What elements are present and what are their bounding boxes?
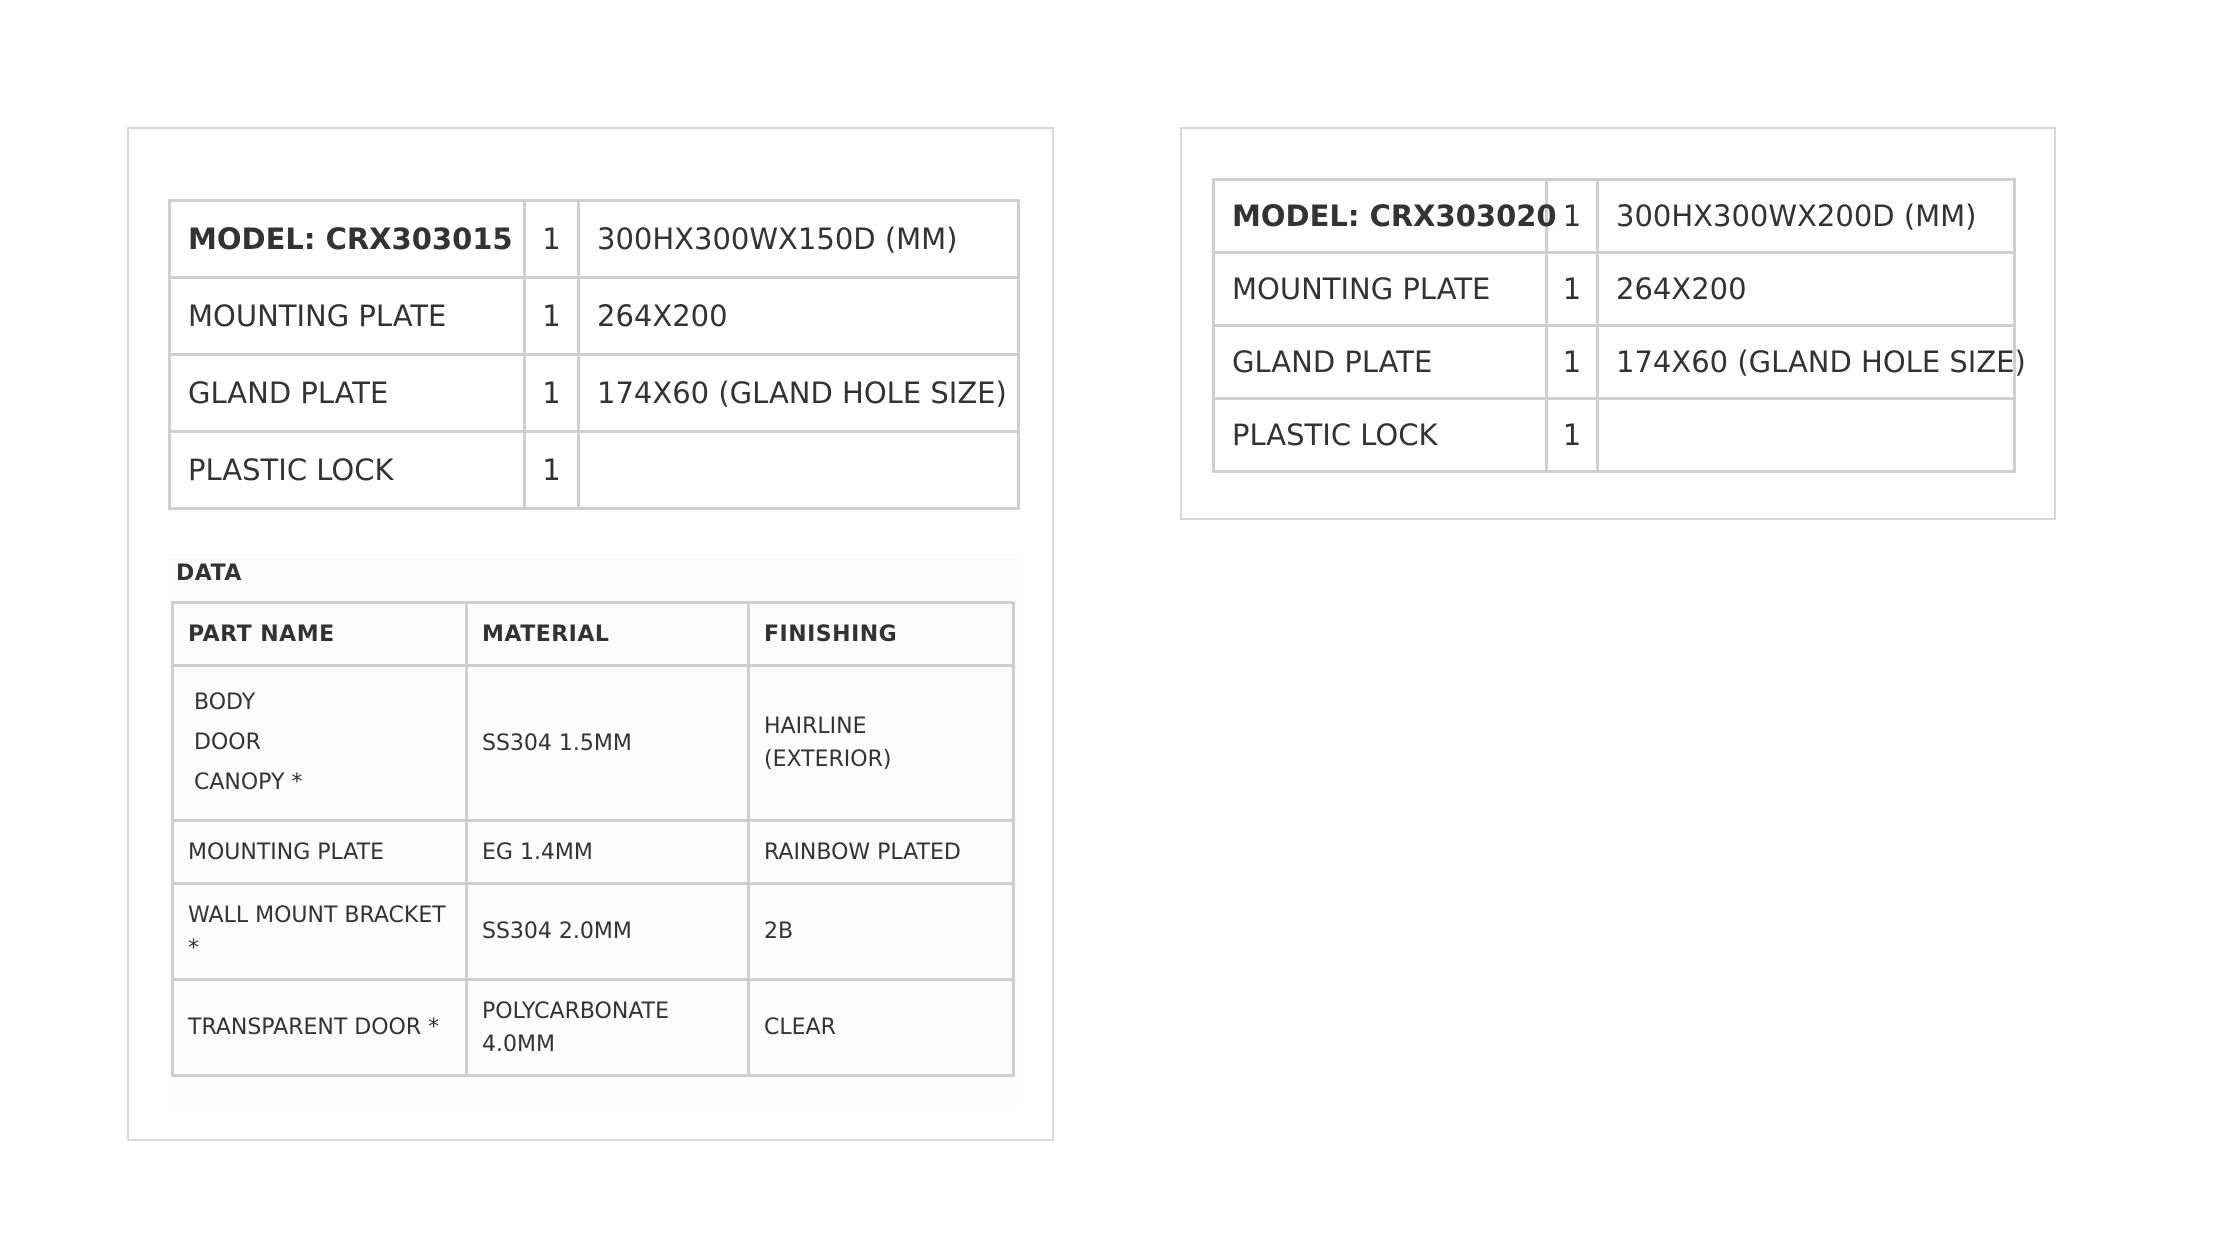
- spec-value: 300HX300WX200D (MM): [1598, 180, 2015, 253]
- table-row: [173, 821, 1014, 884]
- spec-qty: 1: [1547, 253, 1598, 326]
- spec-value: 300HX300WX150D (MM): [579, 201, 1019, 278]
- spec-table: [168, 199, 1020, 510]
- spec-qty: 1: [525, 355, 579, 432]
- spec-value: 264X200: [579, 278, 1019, 355]
- spec-value: [579, 432, 1019, 509]
- spec-name: MOUNTING PLATE: [1214, 253, 1547, 326]
- part-name-cell: TRANSPARENT DOOR *: [173, 980, 467, 1076]
- spec-row-mounting-plate: [1214, 253, 2015, 326]
- spec-row-model: [1214, 180, 2015, 253]
- part-name-cell: MOUNTING PLATE: [173, 821, 467, 884]
- product-card-crx303015: [127, 127, 1054, 1141]
- finishing-cell: RAINBOW PLATED: [749, 821, 1014, 884]
- spec-row-model: [170, 201, 1019, 278]
- column-header-finishing: FINISHING: [749, 603, 1014, 666]
- spec-value: [1598, 399, 2015, 472]
- materials-table: [171, 601, 1015, 1077]
- product-card-crx303020: [1180, 127, 2056, 520]
- spec-name: PLASTIC LOCK: [170, 432, 525, 509]
- material-cell: SS304 2.0MM: [467, 884, 749, 980]
- spec-qty: 1: [1547, 326, 1598, 399]
- material-cell: SS304 1.5MM: [467, 666, 749, 821]
- material-cell: EG 1.4MM: [467, 821, 749, 884]
- spec-row-gland-plate: [1214, 326, 2015, 399]
- column-header-material: MATERIAL: [467, 603, 749, 666]
- spec-qty: 1: [525, 278, 579, 355]
- spec-qty: 1: [1547, 180, 1598, 253]
- table-header-row: [173, 603, 1014, 666]
- part-name: DOOR: [194, 730, 261, 755]
- part-name: BODY: [194, 690, 256, 715]
- spec-value: 174X60 (GLAND HOLE SIZE): [1598, 326, 2015, 399]
- spec-name: PLASTIC LOCK: [1214, 399, 1547, 472]
- material-cell: POLYCARBONATE 4.0MM: [467, 980, 749, 1076]
- spec-row-gland-plate: [170, 355, 1019, 432]
- finishing-cell: CLEAR: [749, 980, 1014, 1076]
- spec-name: MODEL: CRX303020: [1214, 180, 1547, 253]
- finishing-cell: HAIRLINE (EXTERIOR): [749, 666, 1014, 821]
- spec-name: MOUNTING PLATE: [170, 278, 525, 355]
- spec-qty: 1: [525, 201, 579, 278]
- part-name-cell: [173, 666, 467, 821]
- spec-row-mounting-plate: [170, 278, 1019, 355]
- table-row: [173, 980, 1014, 1076]
- table-row: [173, 884, 1014, 980]
- spec-name: MODEL: CRX303015: [170, 201, 525, 278]
- finishing-cell: 2B: [749, 884, 1014, 980]
- spec-value: 174X60 (GLAND HOLE SIZE): [579, 355, 1019, 432]
- data-heading: DATA: [176, 561, 242, 586]
- part-name: CANOPY *: [194, 770, 303, 795]
- spec-value: 264X200: [1598, 253, 2015, 326]
- column-header-part-name: PART NAME: [173, 603, 467, 666]
- part-name-cell: WALL MOUNT BRACKET *: [173, 884, 467, 980]
- data-section: [168, 553, 1017, 1105]
- spec-qty: 1: [525, 432, 579, 509]
- spec-table: [1212, 178, 2026, 473]
- spec-name: GLAND PLATE: [170, 355, 525, 432]
- spec-row-plastic-lock: [170, 432, 1019, 509]
- spec-qty: 1: [1547, 399, 1598, 472]
- spec-row-plastic-lock: [1214, 399, 2015, 472]
- spec-name: GLAND PLATE: [1214, 326, 1547, 399]
- table-row: [173, 666, 1014, 821]
